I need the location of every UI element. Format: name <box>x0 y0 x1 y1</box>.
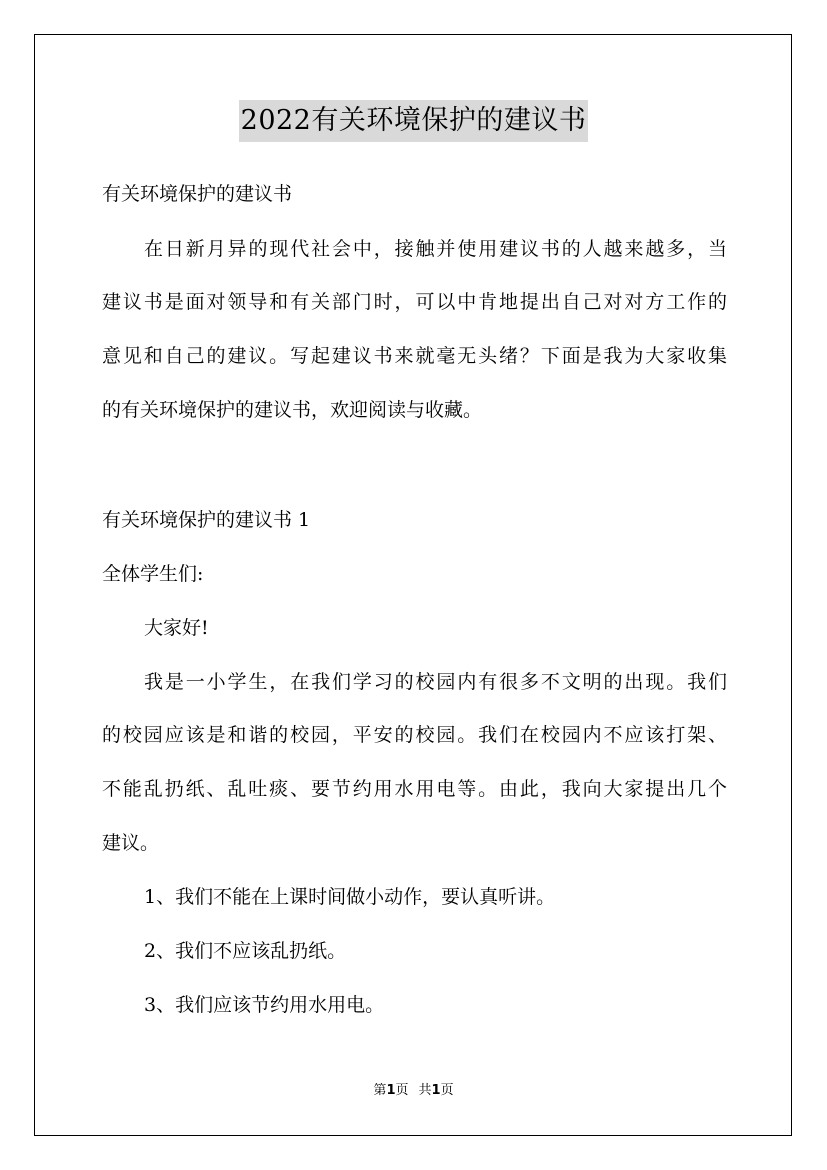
footer-page-suffix: 页 <box>395 1083 409 1098</box>
intro-line-1: 在日新月异的现代社会中，接触并使用建议书的人越来越多，当 <box>144 238 727 260</box>
body-line-1: 我是一小学生，在我们学习的校园内有很多不文明的出现。我们 <box>144 671 727 693</box>
intro-line-4: 的有关环境保护的建议书，欢迎阅读与收藏。 <box>102 399 483 421</box>
title-container <box>0 100 827 142</box>
greeting: 大家好! <box>144 617 209 639</box>
suggestion-1: 1、我们不能在上课时间做小动作，要认真听讲。 <box>144 886 556 908</box>
document-title: 2022有关环境保护的建议书 <box>239 100 589 142</box>
footer-total-prefix: 共 <box>418 1083 432 1098</box>
subtitle-line: 有关环境保护的建议书 <box>102 183 293 205</box>
footer-total-suffix: 页 <box>440 1083 454 1098</box>
body-line-2: 的校园应该是和谐的校园，平安的校园。我们在校园内不应该打架、 <box>102 724 727 746</box>
intro-line-2: 建议书是面对领导和有关部门时，可以中肯地提出自己对对方工作的 <box>102 291 727 313</box>
suggestion-3: 3、我们应该节约用水用电。 <box>144 994 385 1016</box>
footer-total-number: 1 <box>431 1083 441 1098</box>
body-line-4: 建议。 <box>102 832 160 854</box>
body-line-3: 不能乱扔纸、乱吐痰、要节约用水用电等。由此，我向大家提出几个 <box>102 778 727 800</box>
footer-page-number: 1 <box>386 1083 396 1098</box>
page-footer <box>0 1082 827 1100</box>
salutation: 全体学生们: <box>102 563 204 585</box>
footer-page-prefix: 第 <box>373 1083 387 1098</box>
section-heading: 有关环境保护的建议书 1 <box>102 509 311 531</box>
intro-line-3: 意见和自己的建议。写起建议书来就毫无头绪？下面是我为大家收集 <box>102 345 727 367</box>
suggestion-2: 2、我们不应该乱扔纸。 <box>144 940 347 962</box>
